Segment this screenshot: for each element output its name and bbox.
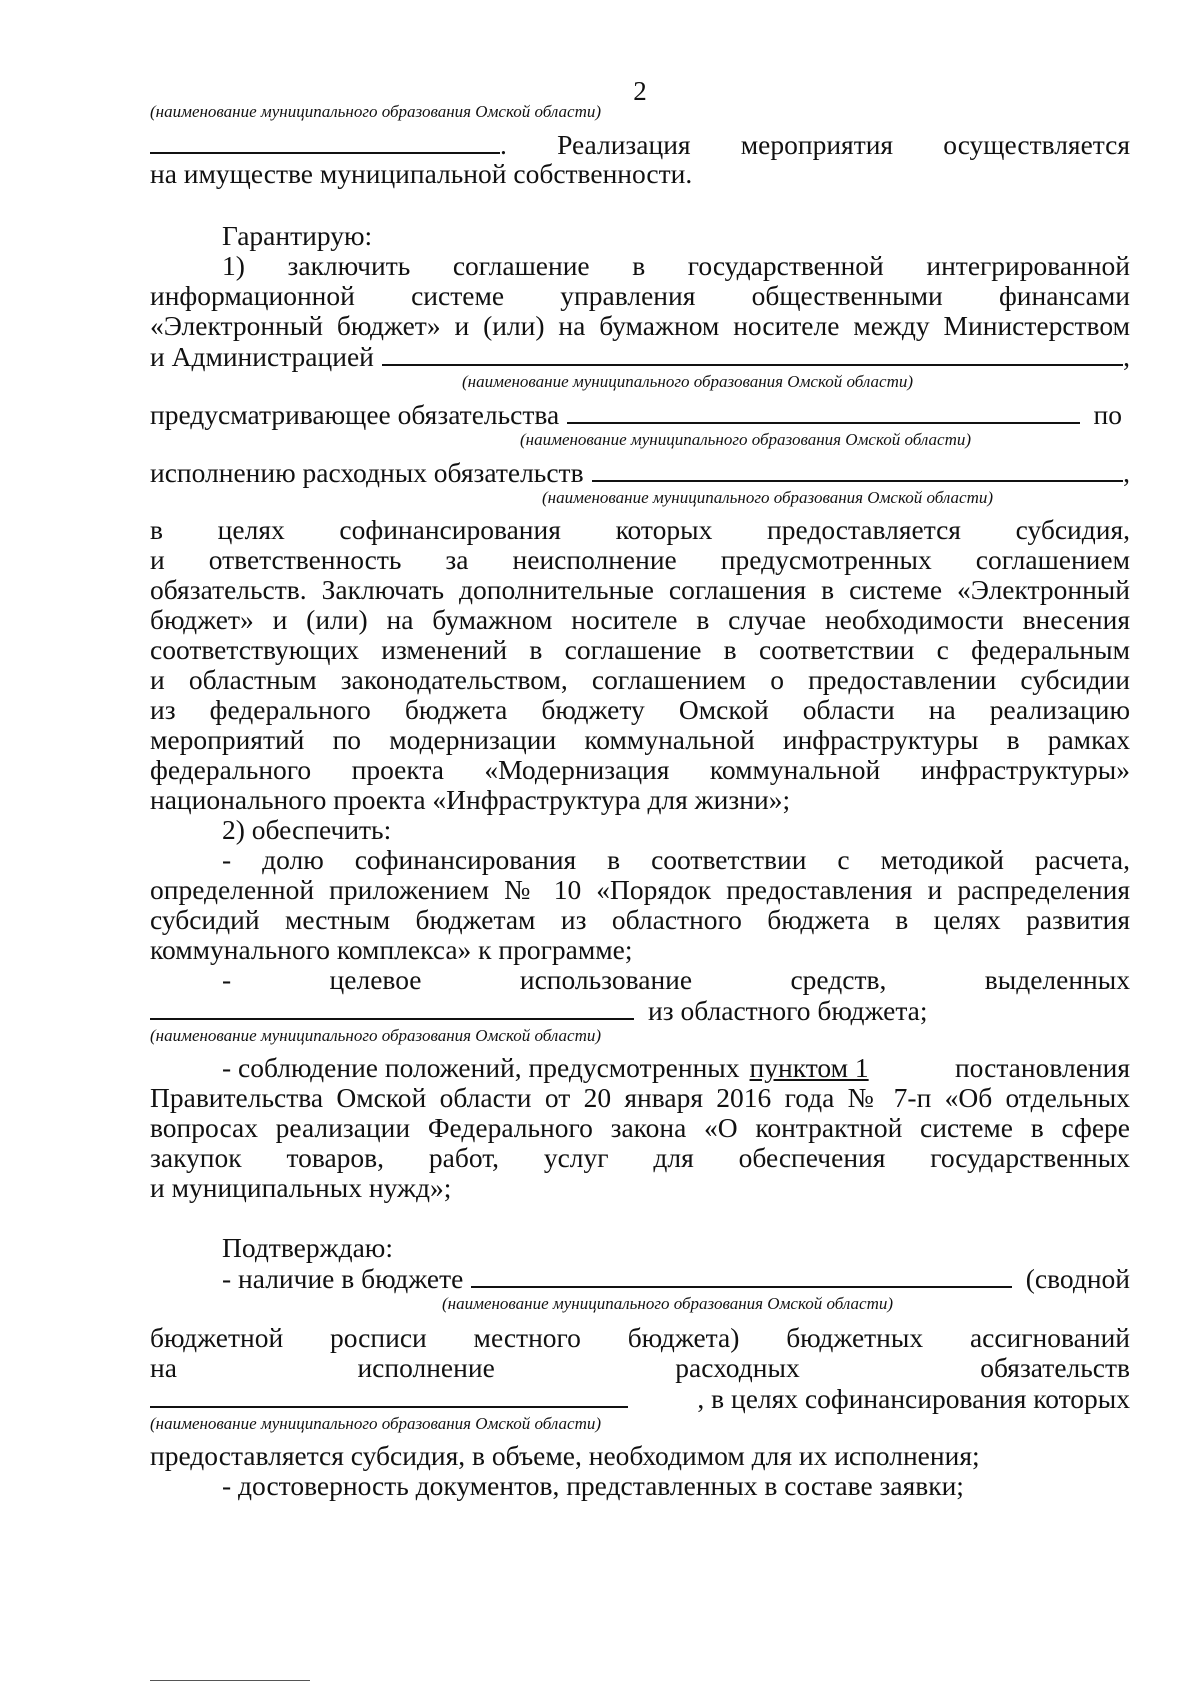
caption-municipality-7: (наименование муниципального образования Омской области) [150, 1414, 602, 1433]
paragraph-line: предоставляется субсидия, в объеме, необходимом для их исполнения; [150, 1440, 980, 1471]
caption-municipality-2: (наименование муниципального образования Омской области) [462, 372, 914, 391]
paragraph-line: коммунального комплекса» к программе; [150, 934, 633, 965]
document-page [150, 0, 1130, 1697]
text: (сводной [1025, 1263, 1130, 1294]
paragraph-line: мероприятий по модернизации коммунальной инфраструктуры в рамках [150, 724, 1130, 755]
paragraph-line [150, 456, 1130, 489]
fill-blank [150, 1382, 628, 1408]
text: , [1123, 341, 1130, 372]
paragraph-line: национального проекта «Инфраструктура для жизни»; [150, 784, 791, 815]
paragraph-line: на имуществе муниципальной собственности. [150, 158, 693, 189]
paragraph-line: из федерального бюджета бюджету Омской области на реализацию [150, 694, 1130, 725]
paragraph-line [150, 994, 1130, 1027]
list-item-ensure: 2) обеспечить: [222, 814, 392, 845]
paragraph-line: закупок товаров, работ, услуг для обеспечения государственных [150, 1142, 1130, 1173]
fill-blank [382, 340, 1123, 366]
paragraph-line: определенной приложением № 10 «Порядок предоставления и распределения [150, 874, 1130, 905]
paragraph-line: бюджетной росписи местного бюджета) бюджетных ассигнований [150, 1322, 1130, 1353]
text: , в целях софинансирования которых [697, 1383, 1130, 1414]
paragraph-line: вопросах реализации Федерального закона «О контрактной системе в сфере [150, 1112, 1130, 1143]
caption-municipality-4: (наименование муниципального образования Омской области) [542, 488, 994, 507]
text: . Реализация мероприятия осуществляется [500, 129, 1130, 160]
paragraph-line: - достоверность документов, представленных в составе заявки; [222, 1470, 964, 1501]
fill-blank [471, 1262, 1011, 1288]
caption-municipality-1: (наименование муниципального образования Омской области) [150, 102, 602, 121]
paragraph-line: и муниципальных нужд»; [150, 1172, 452, 1203]
fill-blank [150, 128, 500, 154]
paragraph-line [150, 1052, 1130, 1084]
page-number: 2 [633, 76, 647, 106]
text: постановления [954, 1052, 1130, 1083]
paragraph-line [150, 398, 1130, 431]
paragraph-line [150, 128, 1130, 161]
paragraph-line: - целевое использование средств, выделенных [222, 964, 1130, 995]
paragraph-line: Правительства Омской области от 20 января 2016 года № 7-п «Об отдельных [150, 1082, 1130, 1113]
paragraph-line: субсидий местным бюджетам из областного бюджета в целях развития [150, 904, 1130, 935]
caption-municipality-6: (наименование муниципального образования Омской области) [442, 1294, 894, 1313]
paragraph-line [150, 1382, 1130, 1415]
paragraph-line [150, 1262, 1130, 1295]
text: по [1093, 399, 1122, 430]
paragraph-line [150, 340, 1130, 373]
paragraph-line: 1) заключить соглашение в государственной интегрированной [222, 250, 1130, 281]
fill-blank [567, 398, 1079, 424]
text: из областного бюджета; [648, 995, 928, 1026]
text: предусматривающее обязательства [150, 399, 560, 430]
text: исполнению расходных обязательств [150, 457, 584, 488]
paragraph-line: информационной системе управления общественными финансами [150, 280, 1130, 311]
section-heading-confirm: Подтверждаю: [222, 1232, 393, 1263]
paragraph-line: и областным законодательством, соглашением о предоставлении субсидии [150, 664, 1130, 695]
paragraph-line: и ответственность за неисполнение предусмотренных соглашением [150, 544, 1130, 575]
paragraph-line: федерального проекта «Модернизация коммунальной инфраструктуры» [150, 754, 1130, 785]
caption-municipality-3: (наименование муниципального образования Омской области) [520, 430, 972, 449]
fill-blank [592, 456, 1124, 482]
paragraph-line: бюджет» и (или) на бумажном носителе в случае необходимости внесения [150, 604, 1130, 635]
text: - соблюдение положений, предусмотренных [222, 1052, 740, 1083]
footnote-divider [150, 1680, 310, 1681]
text: - наличие в бюджете [222, 1263, 464, 1294]
text: и Администрацией [150, 341, 374, 372]
paragraph-line: - долю софинансирования в соответствии с методикой расчета, [222, 844, 1130, 875]
text: , [1123, 457, 1130, 488]
paragraph-line: в целях софинансирования которых предоставляется субсидия, [150, 514, 1130, 545]
section-heading-guarantee: Гарантирую: [222, 220, 373, 251]
caption-municipality-5: (наименование муниципального образования Омской области) [150, 1026, 602, 1045]
paragraph-line: на исполнение расходных обязательств [150, 1352, 1130, 1383]
fill-blank [150, 994, 634, 1020]
paragraph-line: «Электронный бюджет» и (или) на бумажном носителе между Министерством [150, 310, 1130, 341]
paragraph-line: соответствующих изменений в соглашение в соответствии с федеральным [150, 634, 1130, 665]
paragraph-line: обязательств. Заключать дополнительные соглашения в системе «Электронный [150, 574, 1130, 605]
point-link[interactable]: пунктом 1 [749, 1052, 869, 1083]
